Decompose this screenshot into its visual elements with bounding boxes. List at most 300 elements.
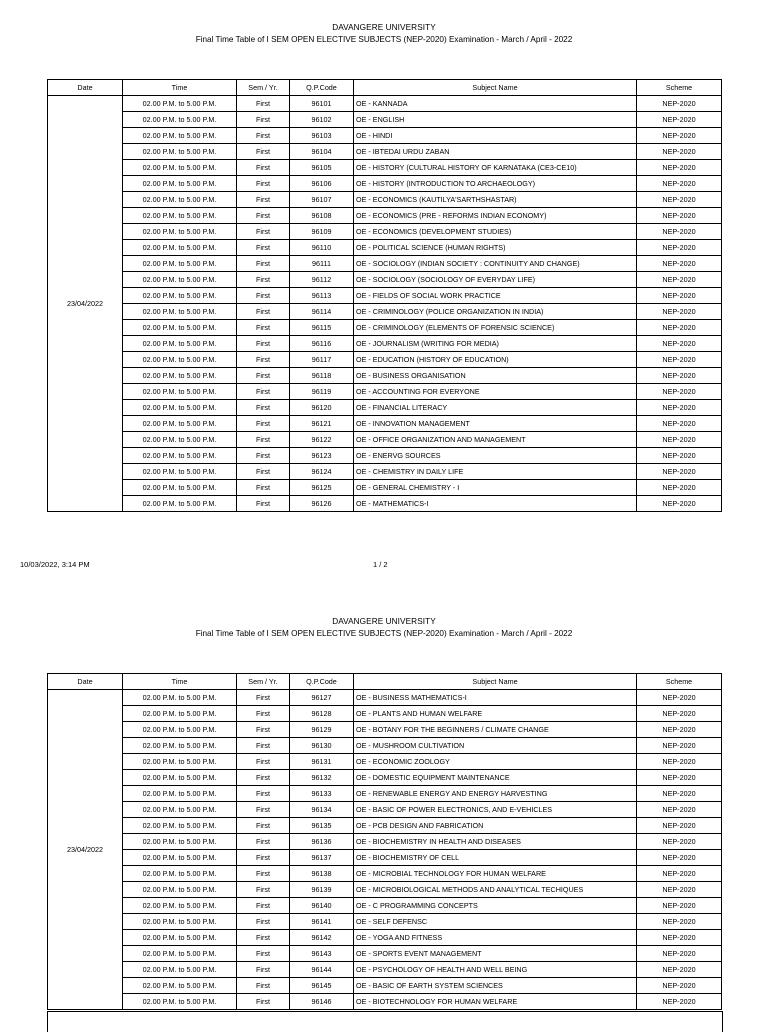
table-row [48, 930, 722, 946]
time-cell: 02.00 P.M. to 5.00 P.M. [123, 288, 237, 304]
table-row [48, 722, 722, 738]
scheme-cell: NEP-2020 [637, 400, 722, 416]
sem-cell: First [237, 930, 290, 946]
time-cell: 02.00 P.M. to 5.00 P.M. [123, 898, 237, 914]
time-cell: 02.00 P.M. to 5.00 P.M. [123, 738, 237, 754]
qpcode-cell: 96140 [290, 898, 354, 914]
subject-cell: OE - BIOTECHNOLOGY FOR HUMAN WELFARE [354, 994, 637, 1010]
print-timestamp: 10/03/2022, 3:14 PM [20, 560, 90, 569]
qpcode-cell: 96104 [290, 144, 354, 160]
qpcode-cell: 96130 [290, 738, 354, 754]
table-row [48, 416, 722, 432]
scheme-cell: NEP-2020 [637, 224, 722, 240]
subject-cell: OE - BUSINESS ORGANISATION [354, 368, 637, 384]
subject-cell: OE - ECONOMICS (PRE - REFORMS INDIAN ECONOMY) [354, 208, 637, 224]
subject-cell: OE - FIELDS OF SOCIAL WORK PRACTICE [354, 288, 637, 304]
subject-cell: OE - BOTANY FOR THE BEGINNERS / CLIMATE CHANGE [354, 722, 637, 738]
subject-cell: OE - FINANCIAL LITERACY [354, 400, 637, 416]
subject-cell: OE - PCB DESIGN AND FABRICATION [354, 818, 637, 834]
table-row [48, 898, 722, 914]
scheme-cell: NEP-2020 [637, 930, 722, 946]
col-time: Time [123, 80, 237, 96]
qpcode-cell: 96105 [290, 160, 354, 176]
time-cell: 02.00 P.M. to 5.00 P.M. [123, 304, 237, 320]
scheme-cell: NEP-2020 [637, 448, 722, 464]
time-cell: 02.00 P.M. to 5.00 P.M. [123, 128, 237, 144]
subject-cell: OE - CRIMINOLOGY (POLICE ORGANIZATION IN INDIA) [354, 304, 637, 320]
col-qpcode: Q.P.Code [290, 80, 354, 96]
scheme-cell: NEP-2020 [637, 962, 722, 978]
col-subject: Subject Name [354, 80, 637, 96]
scheme-cell: NEP-2020 [637, 160, 722, 176]
qpcode-cell: 96111 [290, 256, 354, 272]
scheme-cell: NEP-2020 [637, 706, 722, 722]
table-row [48, 96, 722, 112]
sem-cell: First [237, 400, 290, 416]
sem-cell: First [237, 480, 290, 496]
subject-cell: OE - JOURNALISM (WRITING FOR MEDIA) [354, 336, 637, 352]
scheme-cell: NEP-2020 [637, 480, 722, 496]
sem-cell: First [237, 722, 290, 738]
time-cell: 02.00 P.M. to 5.00 P.M. [123, 160, 237, 176]
qpcode-cell: 96102 [290, 112, 354, 128]
qpcode-cell: 96120 [290, 400, 354, 416]
subject-cell: OE - C PROGRAMMING CONCEPTS [354, 898, 637, 914]
scheme-cell: NEP-2020 [637, 866, 722, 882]
table-row [48, 946, 722, 962]
scheme-cell: NEP-2020 [637, 112, 722, 128]
subject-cell: OE - CRIMINOLOGY (ELEMENTS OF FORENSIC SCIENCE) [354, 320, 637, 336]
table-row [48, 448, 722, 464]
qpcode-cell: 96118 [290, 368, 354, 384]
time-cell: 02.00 P.M. to 5.00 P.M. [123, 384, 237, 400]
scheme-cell: NEP-2020 [637, 786, 722, 802]
time-cell: 02.00 P.M. to 5.00 P.M. [123, 240, 237, 256]
time-cell: 02.00 P.M. to 5.00 P.M. [123, 754, 237, 770]
time-cell: 02.00 P.M. to 5.00 P.M. [123, 480, 237, 496]
col-scheme: Scheme [637, 674, 722, 690]
sem-cell: First [237, 96, 290, 112]
scheme-cell: NEP-2020 [637, 368, 722, 384]
time-cell: 02.00 P.M. to 5.00 P.M. [123, 690, 237, 706]
subject-cell: OE - BUSINESS MATHEMATICS-I [354, 690, 637, 706]
sem-cell: First [237, 464, 290, 480]
qpcode-cell: 96142 [290, 930, 354, 946]
table-row [48, 144, 722, 160]
sem-cell: First [237, 690, 290, 706]
university-name: DAVANGERE UNIVERSITY [332, 23, 436, 32]
subject-cell: OE - ECONOMICS (KAUTILYA'SARTHSHASTAR) [354, 192, 637, 208]
qpcode-cell: 96108 [290, 208, 354, 224]
table-row [48, 496, 722, 512]
time-cell: 02.00 P.M. to 5.00 P.M. [123, 706, 237, 722]
subject-cell: OE - SOCIOLOGY (SOCIOLOGY OF EVERYDAY LIFE) [354, 272, 637, 288]
qpcode-cell: 96131 [290, 754, 354, 770]
scheme-cell: NEP-2020 [637, 770, 722, 786]
qpcode-cell: 96114 [290, 304, 354, 320]
subject-cell: OE - MUSHROOM CULTIVATION [354, 738, 637, 754]
qpcode-cell: 96123 [290, 448, 354, 464]
scheme-cell: NEP-2020 [637, 320, 722, 336]
sem-cell: First [237, 448, 290, 464]
time-cell: 02.00 P.M. to 5.00 P.M. [123, 96, 237, 112]
sem-cell: First [237, 994, 290, 1010]
time-cell: 02.00 P.M. to 5.00 P.M. [123, 978, 237, 994]
sem-cell: First [237, 754, 290, 770]
qpcode-cell: 96144 [290, 962, 354, 978]
table-row [48, 272, 722, 288]
time-cell: 02.00 P.M. to 5.00 P.M. [123, 208, 237, 224]
subject-cell: OE - MICROBIAL TECHNOLOGY FOR HUMAN WELFARE [354, 866, 637, 882]
subject-cell: OE - POLITICAL SCIENCE (HUMAN RIGHTS) [354, 240, 637, 256]
scheme-cell: NEP-2020 [637, 818, 722, 834]
qpcode-cell: 96116 [290, 336, 354, 352]
subject-cell: OE - MATHEMATICS-I [354, 496, 637, 512]
table-row [48, 128, 722, 144]
subject-cell: OE - ACCOUNTING FOR EVERYONE [354, 384, 637, 400]
sem-cell: First [237, 962, 290, 978]
table-row [48, 112, 722, 128]
subject-cell: OE - YOGA AND FITNESS [354, 930, 637, 946]
table-row [48, 256, 722, 272]
time-cell: 02.00 P.M. to 5.00 P.M. [123, 432, 237, 448]
scheme-cell: NEP-2020 [637, 384, 722, 400]
subject-cell: OE - BASIC OF EARTH SYSTEM SCIENCES [354, 978, 637, 994]
qpcode-cell: 96136 [290, 834, 354, 850]
sem-cell: First [237, 898, 290, 914]
subject-cell: OE - OFFICE ORGANIZATION AND MANAGEMENT [354, 432, 637, 448]
col-date: Date [48, 674, 123, 690]
time-cell: 02.00 P.M. to 5.00 P.M. [123, 866, 237, 882]
subject-cell: OE - BASIC OF POWER ELECTRONICS, AND E-VEHICLES [354, 802, 637, 818]
subject-cell: OE - ECONOMICS (DEVELOPMENT STUDIES) [354, 224, 637, 240]
date-cell: 23/04/2022 [48, 96, 123, 512]
sem-cell: First [237, 738, 290, 754]
table-row [48, 384, 722, 400]
subject-cell: OE - BIOCHEMISTRY OF CELL [354, 850, 637, 866]
qpcode-cell: 96143 [290, 946, 354, 962]
sem-cell: First [237, 770, 290, 786]
sem-cell: First [237, 192, 290, 208]
table-row [48, 690, 722, 706]
subject-cell: OE - EDUCATION (HISTORY OF EDUCATION) [354, 352, 637, 368]
scheme-cell: NEP-2020 [637, 272, 722, 288]
table-row [48, 400, 722, 416]
sem-cell: First [237, 834, 290, 850]
sem-cell: First [237, 882, 290, 898]
sem-cell: First [237, 866, 290, 882]
time-cell: 02.00 P.M. to 5.00 P.M. [123, 914, 237, 930]
table-row [48, 770, 722, 786]
col-qpcode: Q.P.Code [290, 674, 354, 690]
sem-cell: First [237, 946, 290, 962]
scheme-cell: NEP-2020 [637, 240, 722, 256]
subject-cell: OE - DOMESTIC EQUIPMENT MAINTENANCE [354, 770, 637, 786]
time-cell: 02.00 P.M. to 5.00 P.M. [123, 224, 237, 240]
subject-cell: OE - IBTEDAI URDU ZABAN [354, 144, 637, 160]
time-cell: 02.00 P.M. to 5.00 P.M. [123, 834, 237, 850]
time-cell: 02.00 P.M. to 5.00 P.M. [123, 946, 237, 962]
time-cell: 02.00 P.M. to 5.00 P.M. [123, 272, 237, 288]
qpcode-cell: 96125 [290, 480, 354, 496]
table-row [48, 208, 722, 224]
scheme-cell: NEP-2020 [637, 882, 722, 898]
subject-cell: OE - ENERVG SOURCES [354, 448, 637, 464]
qpcode-cell: 96101 [290, 96, 354, 112]
col-sem: Sem / Yr. [237, 80, 290, 96]
table-row [48, 224, 722, 240]
subject-cell: OE - ECONOMIC ZOOLOGY [354, 754, 637, 770]
scheme-cell: NEP-2020 [637, 738, 722, 754]
timetable-title: Final Time Table of I SEM OPEN ELECTIVE SUBJECTS (NEP-2020) Examination - March / April - 2022 [195, 35, 573, 44]
col-time: Time [123, 674, 237, 690]
table-row [48, 818, 722, 834]
scheme-cell: NEP-2020 [637, 192, 722, 208]
subject-cell: OE - INNOVATION MANAGEMENT [354, 416, 637, 432]
sem-cell: First [237, 224, 290, 240]
qpcode-cell: 96128 [290, 706, 354, 722]
qpcode-cell: 96137 [290, 850, 354, 866]
time-cell: 02.00 P.M. to 5.00 P.M. [123, 256, 237, 272]
qpcode-cell: 96127 [290, 690, 354, 706]
qpcode-cell: 96135 [290, 818, 354, 834]
scheme-cell: NEP-2020 [637, 336, 722, 352]
qpcode-cell: 96129 [290, 722, 354, 738]
table-row [48, 786, 722, 802]
qpcode-cell: 96112 [290, 272, 354, 288]
time-cell: 02.00 P.M. to 5.00 P.M. [123, 144, 237, 160]
table-row [48, 368, 722, 384]
scheme-cell: NEP-2020 [637, 176, 722, 192]
qpcode-cell: 96126 [290, 496, 354, 512]
qpcode-cell: 96138 [290, 866, 354, 882]
time-cell: 02.00 P.M. to 5.00 P.M. [123, 962, 237, 978]
table-row [48, 882, 722, 898]
scheme-cell: NEP-2020 [637, 304, 722, 320]
scheme-cell: NEP-2020 [637, 128, 722, 144]
sem-cell: First [237, 496, 290, 512]
scheme-cell: NEP-2020 [637, 898, 722, 914]
subject-cell: OE - HISTORY (CULTURAL HISTORY OF KARNATAKA (CE3-CE10) [354, 160, 637, 176]
sem-cell: First [237, 416, 290, 432]
time-cell: 02.00 P.M. to 5.00 P.M. [123, 176, 237, 192]
time-cell: 02.00 P.M. to 5.00 P.M. [123, 770, 237, 786]
qpcode-cell: 96109 [290, 224, 354, 240]
subject-cell: OE - MICROBIOLOGICAL METHODS AND ANALYTICAL TECHIQUES [354, 882, 637, 898]
time-cell: 02.00 P.M. to 5.00 P.M. [123, 930, 237, 946]
qpcode-cell: 96145 [290, 978, 354, 994]
time-cell: 02.00 P.M. to 5.00 P.M. [123, 818, 237, 834]
time-cell: 02.00 P.M. to 5.00 P.M. [123, 882, 237, 898]
qpcode-cell: 96146 [290, 994, 354, 1010]
scheme-cell: NEP-2020 [637, 850, 722, 866]
subject-cell: OE - BIOCHEMISTRY IN HEALTH AND DISEASES [354, 834, 637, 850]
sem-cell: First [237, 802, 290, 818]
scheme-cell: NEP-2020 [637, 802, 722, 818]
scheme-cell: NEP-2020 [637, 722, 722, 738]
table-row [48, 464, 722, 480]
table-row [48, 978, 722, 994]
qpcode-cell: 96134 [290, 802, 354, 818]
col-date: Date [48, 80, 123, 96]
sem-cell: First [237, 320, 290, 336]
table-row [48, 352, 722, 368]
sem-cell: First [237, 288, 290, 304]
sem-cell: First [237, 706, 290, 722]
scheme-cell: NEP-2020 [637, 256, 722, 272]
time-cell: 02.00 P.M. to 5.00 P.M. [123, 192, 237, 208]
table-row [48, 240, 722, 256]
sem-cell: First [237, 176, 290, 192]
scheme-cell: NEP-2020 [637, 978, 722, 994]
sem-cell: First [237, 160, 290, 176]
scheme-cell: NEP-2020 [637, 96, 722, 112]
scheme-cell: NEP-2020 [637, 208, 722, 224]
qpcode-cell: 96122 [290, 432, 354, 448]
sem-cell: First [237, 368, 290, 384]
qpcode-cell: 96107 [290, 192, 354, 208]
scheme-cell: NEP-2020 [637, 946, 722, 962]
subject-cell: OE - PSYCHOLOGY OF HEALTH AND WELL BEING [354, 962, 637, 978]
scheme-cell: NEP-2020 [637, 144, 722, 160]
table-row [48, 850, 722, 866]
table-row [48, 160, 722, 176]
scheme-cell: NEP-2020 [637, 834, 722, 850]
time-cell: 02.00 P.M. to 5.00 P.M. [123, 400, 237, 416]
scheme-cell: NEP-2020 [637, 496, 722, 512]
scheme-cell: NEP-2020 [637, 464, 722, 480]
subject-cell: OE - KANNADA [354, 96, 637, 112]
sem-cell: First [237, 240, 290, 256]
sem-cell: First [237, 432, 290, 448]
sem-cell: First [237, 256, 290, 272]
time-cell: 02.00 P.M. to 5.00 P.M. [123, 850, 237, 866]
table-row [48, 994, 722, 1010]
time-cell: 02.00 P.M. to 5.00 P.M. [123, 352, 237, 368]
sem-cell: First [237, 384, 290, 400]
timetable-title: Final Time Table of I SEM OPEN ELECTIVE SUBJECTS (NEP-2020) Examination - March / April - 2022 [195, 629, 573, 638]
table-row [48, 738, 722, 754]
date-cell: 23/04/2022 [48, 690, 123, 1010]
qpcode-cell: 96115 [290, 320, 354, 336]
timetable-page2 [47, 673, 722, 1010]
sem-cell: First [237, 144, 290, 160]
subject-cell: OE - SPORTS EVENT MANAGEMENT [354, 946, 637, 962]
sem-cell: First [237, 272, 290, 288]
next-table-edge [47, 1011, 723, 1032]
time-cell: 02.00 P.M. to 5.00 P.M. [123, 722, 237, 738]
subject-cell: OE - SOCIOLOGY (INDIAN SOCIETY : CONTINUITY AND CHANGE) [354, 256, 637, 272]
table-row [48, 176, 722, 192]
scheme-cell: NEP-2020 [637, 914, 722, 930]
qpcode-cell: 96132 [290, 770, 354, 786]
scheme-cell: NEP-2020 [637, 690, 722, 706]
scheme-cell: NEP-2020 [637, 994, 722, 1010]
qpcode-cell: 96133 [290, 786, 354, 802]
scheme-cell: NEP-2020 [637, 416, 722, 432]
sem-cell: First [237, 352, 290, 368]
time-cell: 02.00 P.M. to 5.00 P.M. [123, 802, 237, 818]
col-scheme: Scheme [637, 80, 722, 96]
subject-cell: OE - GENERAL CHEMISTRY - I [354, 480, 637, 496]
time-cell: 02.00 P.M. to 5.00 P.M. [123, 994, 237, 1010]
table-row [48, 754, 722, 770]
time-cell: 02.00 P.M. to 5.00 P.M. [123, 416, 237, 432]
subject-cell: OE - CHEMISTRY IN DAILY LIFE [354, 464, 637, 480]
qpcode-cell: 96124 [290, 464, 354, 480]
time-cell: 02.00 P.M. to 5.00 P.M. [123, 336, 237, 352]
table-row [48, 304, 722, 320]
table-row [48, 914, 722, 930]
time-cell: 02.00 P.M. to 5.00 P.M. [123, 112, 237, 128]
table-row [48, 866, 722, 882]
time-cell: 02.00 P.M. to 5.00 P.M. [123, 786, 237, 802]
subject-cell: OE - HINDI [354, 128, 637, 144]
sem-cell: First [237, 336, 290, 352]
col-subject: Subject Name [354, 674, 637, 690]
university-name: DAVANGERE UNIVERSITY [332, 617, 436, 626]
table-header-row [48, 674, 722, 690]
table-row [48, 962, 722, 978]
col-sem: Sem / Yr. [237, 674, 290, 690]
table-header-row [48, 80, 722, 96]
timetable-page1 [47, 79, 722, 512]
table-row [48, 802, 722, 818]
sem-cell: First [237, 112, 290, 128]
sem-cell: First [237, 128, 290, 144]
time-cell: 02.00 P.M. to 5.00 P.M. [123, 496, 237, 512]
sem-cell: First [237, 208, 290, 224]
sem-cell: First [237, 786, 290, 802]
sem-cell: First [237, 818, 290, 834]
page2-header [0, 616, 768, 639]
subject-cell: OE - ENGLISH [354, 112, 637, 128]
table-row [48, 706, 722, 722]
sem-cell: First [237, 914, 290, 930]
table-row [48, 432, 722, 448]
scheme-cell: NEP-2020 [637, 432, 722, 448]
qpcode-cell: 96117 [290, 352, 354, 368]
table-row [48, 320, 722, 336]
sem-cell: First [237, 978, 290, 994]
qpcode-cell: 96141 [290, 914, 354, 930]
qpcode-cell: 96110 [290, 240, 354, 256]
sem-cell: First [237, 304, 290, 320]
table-row [48, 834, 722, 850]
subject-cell: OE - HISTORY (INTRODUCTION TO ARCHAEOLOGY) [354, 176, 637, 192]
qpcode-cell: 96119 [290, 384, 354, 400]
qpcode-cell: 96139 [290, 882, 354, 898]
scheme-cell: NEP-2020 [637, 288, 722, 304]
time-cell: 02.00 P.M. to 5.00 P.M. [123, 368, 237, 384]
table-row [48, 336, 722, 352]
time-cell: 02.00 P.M. to 5.00 P.M. [123, 320, 237, 336]
subject-cell: OE - RENEWABLE ENERGY AND ENERGY HARVESTING [354, 786, 637, 802]
sem-cell: First [237, 850, 290, 866]
time-cell: 02.00 P.M. to 5.00 P.M. [123, 448, 237, 464]
subject-cell: OE - SELF DEFENSC [354, 914, 637, 930]
subject-cell: OE - PLANTS AND HUMAN WELFARE [354, 706, 637, 722]
page1-header [0, 22, 768, 45]
qpcode-cell: 96103 [290, 128, 354, 144]
scheme-cell: NEP-2020 [637, 352, 722, 368]
qpcode-cell: 96121 [290, 416, 354, 432]
qpcode-cell: 96106 [290, 176, 354, 192]
table-row [48, 288, 722, 304]
page-number: 1 / 2 [373, 560, 388, 569]
qpcode-cell: 96113 [290, 288, 354, 304]
time-cell: 02.00 P.M. to 5.00 P.M. [123, 464, 237, 480]
